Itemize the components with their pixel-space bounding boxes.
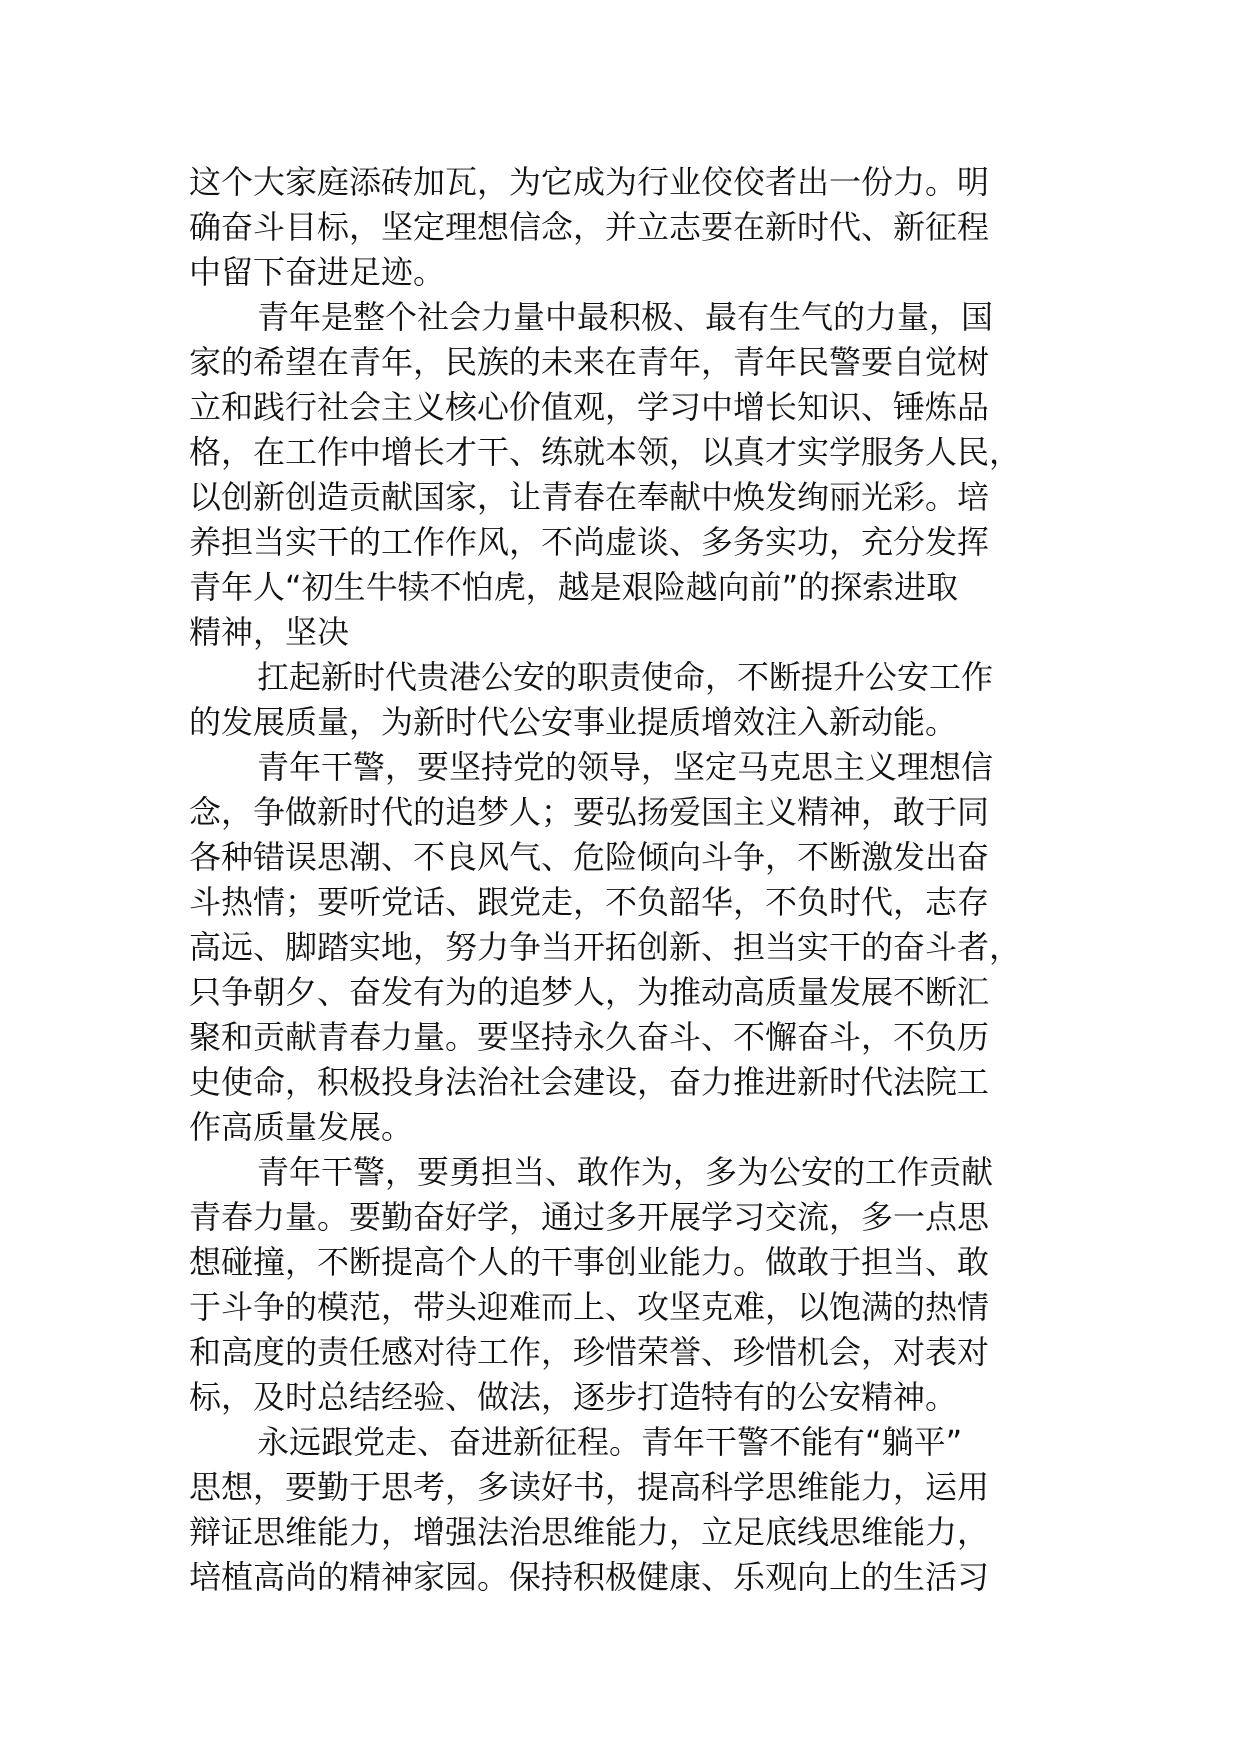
- text-line: 这个大家庭添砖加瓦，为它成为行业佼佼者出一份力。明: [189, 163, 990, 201]
- text-line: 标，及时总结经验、做法，逐步打造特有的公安精神。: [189, 1378, 958, 1416]
- text-line: 家的希望在青年，民族的未来在青年，青年民警要自觉树: [189, 343, 990, 381]
- text-line: 作高质量发展。: [189, 1108, 414, 1146]
- text-line: 确奋斗目标，坚定理想信念，并立志要在新时代、新征程: [189, 208, 990, 246]
- paragraph-first-line: 永远跟党走、奋进新征程。青年干警不能有“躺平”: [257, 1423, 963, 1461]
- body-text: [189, 160, 1059, 1600]
- paragraph-first-line: 青年干警，要勇担当、敢作为，多为公安的工作贡献: [257, 1153, 994, 1191]
- text-line: 各种错误思潮、不良风气、危险倾向斗争，不断激发出奋: [189, 838, 990, 876]
- text-line: 和高度的责任感对待工作，珍惜荣誉、珍惜机会，对表对: [189, 1333, 990, 1371]
- text-line: 想碰撞，不断提高个人的干事创业能力。做敢于担当、敢: [189, 1243, 990, 1281]
- text-line: 青春力量。要勤奋好学，通过多开展学习交流，多一点思: [189, 1198, 990, 1236]
- paragraph-first-line: 青年是整个社会力量中最积极、最有生气的力量，国: [257, 298, 994, 336]
- paragraph-first-line: 青年干警，要坚持党的领导，坚定马克思主义理想信: [257, 748, 994, 786]
- text-line: 精神，坚决: [189, 613, 350, 651]
- text-line: 的发展质量，为新时代公安事业提质增效注入新动能。: [189, 703, 958, 741]
- text-line: 聚和贡献青春力量。要坚持永久奋斗、不懈奋斗，不负历: [189, 1018, 990, 1056]
- text-line: 青年人“初生牛犊不怕虎，越是艰险越向前”的探索进取: [189, 568, 959, 606]
- text-line: 念，争做新时代的追梦人；要弘扬爱国主义精神，敢于同: [189, 793, 990, 831]
- text-line: 史使命，积极投身法治社会建设，奋力推进新时代法院工: [189, 1063, 990, 1101]
- text-line: 格，在工作中增长才干、练就本领，以真才实学服务人民，: [189, 433, 1022, 471]
- text-line: 于斗争的模范，带头迎难而上、攻坚克难，以饱满的热情: [189, 1288, 990, 1326]
- text-line: 培植高尚的精神家园。保持积极健康、乐观向上的生活习: [189, 1558, 990, 1596]
- text-line: 高远、脚踏实地，努力争当开拓创新、担当实干的奋斗者，: [189, 928, 1022, 966]
- text-line: 立和践行社会主义核心价值观，学习中增长知识、锤炼品: [189, 388, 990, 426]
- text-line: 养担当实干的工作作风，不尚虚谈、多务实功，充分发挥: [189, 523, 990, 561]
- text-line: 思想，要勤于思考，多读好书，提高科学思维能力，运用: [189, 1468, 990, 1506]
- paragraph-first-line: 扛起新时代贵港公安的职责使命，不断提升公安工作: [257, 658, 994, 696]
- text-line: 只争朝夕、奋发有为的追梦人，为推动高质量发展不断汇: [189, 973, 990, 1011]
- text-line: 斗热情；要听党话、跟党走，不负韶华，不负时代，志存: [189, 883, 990, 921]
- text-line: 辩证思维能力，增强法治思维能力，立足底线思维能力，: [189, 1513, 990, 1551]
- text-line: 中留下奋进足迹。: [189, 253, 446, 291]
- text-line: 以创新创造贡献国家，让青春在奉献中焕发绚丽光彩。培: [189, 478, 990, 516]
